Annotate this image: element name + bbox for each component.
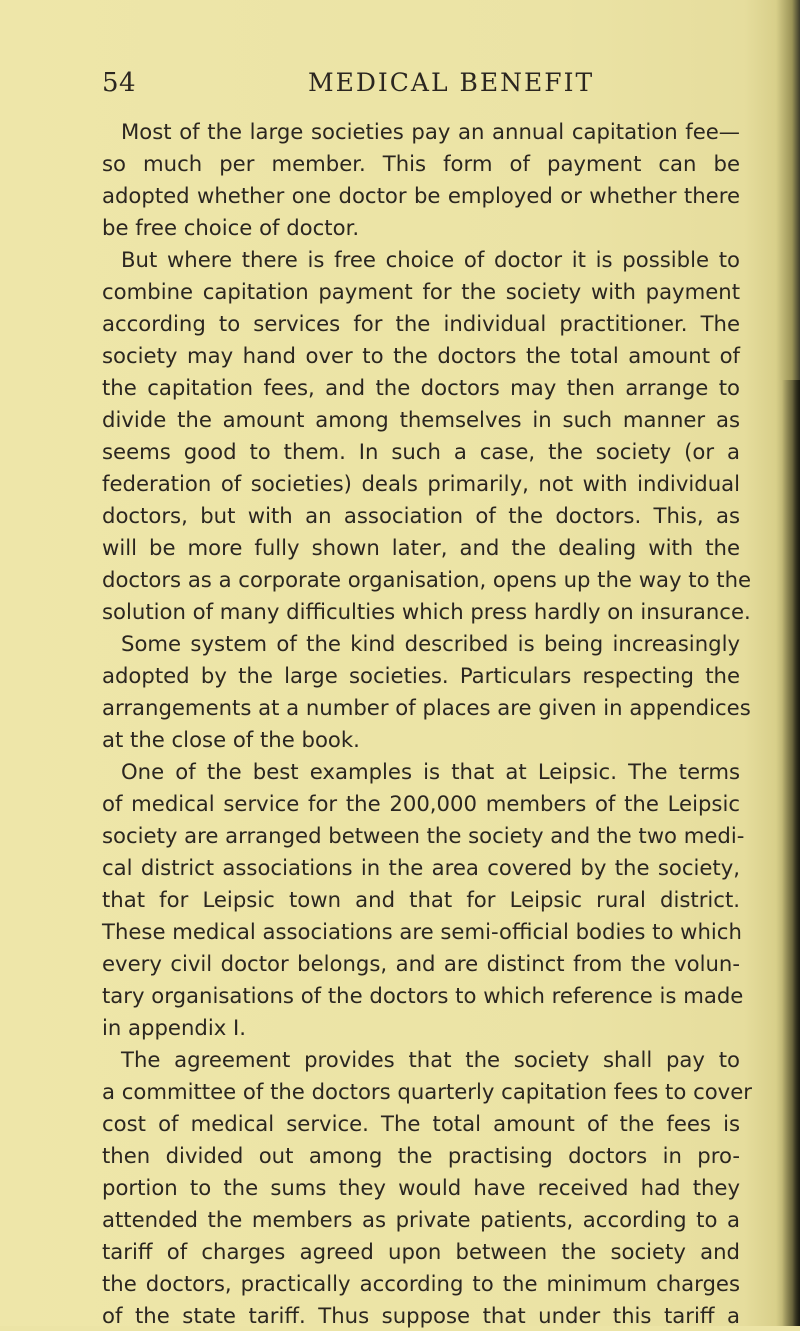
text-line: Most of the large societies pay an annual capitation fee— xyxy=(121,119,740,144)
text-line: cal district associations in the area covered by the society, xyxy=(102,855,740,880)
text-line: seems good to them. In such a case, the society (or a xyxy=(102,439,740,464)
text-line: of medical service for the 200,000 members of the Leipsic xyxy=(102,791,740,816)
text-line: of the state tariff. Thus suppose that under this tariff a xyxy=(102,1303,740,1328)
text-line: combine capitation payment for the society with payment xyxy=(102,279,740,304)
text-line: portion to the sums they would have received had they xyxy=(102,1175,740,1200)
text-line: adopted by the large societies. Particulars respecting the xyxy=(102,663,740,688)
text-line: attended the members as private patients, according to a xyxy=(102,1207,740,1232)
text-line: tary organisations of the doctors to which reference is made xyxy=(102,983,744,1008)
text-line: so much per member. This form of payment can be xyxy=(102,151,740,176)
text-line: the doctors, practically according to the minimum charges xyxy=(102,1271,740,1296)
text-line: that for Leipsic town and that for Leipsic rural district. xyxy=(102,887,740,912)
running-title: MEDICAL BENEFIT xyxy=(308,68,595,97)
text-line: doctors, but with an association of the doctors. This, as xyxy=(102,503,740,528)
text-line: federation of societies) deals primarily, not with individual xyxy=(102,471,740,496)
page-edge-shadow xyxy=(782,380,800,1326)
text-line: be free choice of doctor. xyxy=(102,215,360,240)
text-line: society may hand over to the doctors the total amount of xyxy=(102,343,740,368)
text-line: divide the amount among themselves in such manner as xyxy=(102,407,740,432)
text-line: doctors as a corporate organisation, opens up the way to the xyxy=(102,567,752,592)
text-line: will be more fully shown later, and the dealing with the xyxy=(102,535,740,560)
text-line: But where there is free choice of doctor it is possible to xyxy=(121,247,740,272)
text-line: One of the best examples is that at Leipsic. The terms xyxy=(121,759,740,784)
text-line: arrangements at a number of places are given in appendices xyxy=(102,695,751,720)
text-line: the capitation fees, and the doctors may then arrange to xyxy=(102,375,740,400)
text-line: at the close of the book. xyxy=(102,727,360,752)
text-line: Some system of the kind described is being increasingly xyxy=(121,631,740,656)
text-line: adopted whether one doctor be employed or whether there xyxy=(102,183,740,208)
text-line: tariff of charges agreed upon between the society and xyxy=(102,1239,740,1264)
text-line: a committee of the doctors quarterly capitation fees to cover xyxy=(102,1079,752,1104)
page-number: 54 xyxy=(102,68,137,98)
text-line: solution of many difficulties which press hardly on insurance. xyxy=(102,599,751,624)
text-line: The agreement provides that the society shall pay to xyxy=(121,1047,740,1072)
text-line: cost of medical service. The total amount of the fees is xyxy=(102,1111,740,1136)
text-line: in appendix I. xyxy=(102,1015,246,1040)
text-line: These medical associations are semi-official bodies to which xyxy=(102,919,742,944)
text-line: society are arranged between the society and the two medi- xyxy=(102,823,745,848)
text-line: according to services for the individual practitioner. The xyxy=(102,311,740,336)
text-line: then divided out among the practising doctors in pro- xyxy=(102,1143,740,1168)
text-line: every civil doctor belongs, and are distinct from the volun- xyxy=(102,951,740,976)
